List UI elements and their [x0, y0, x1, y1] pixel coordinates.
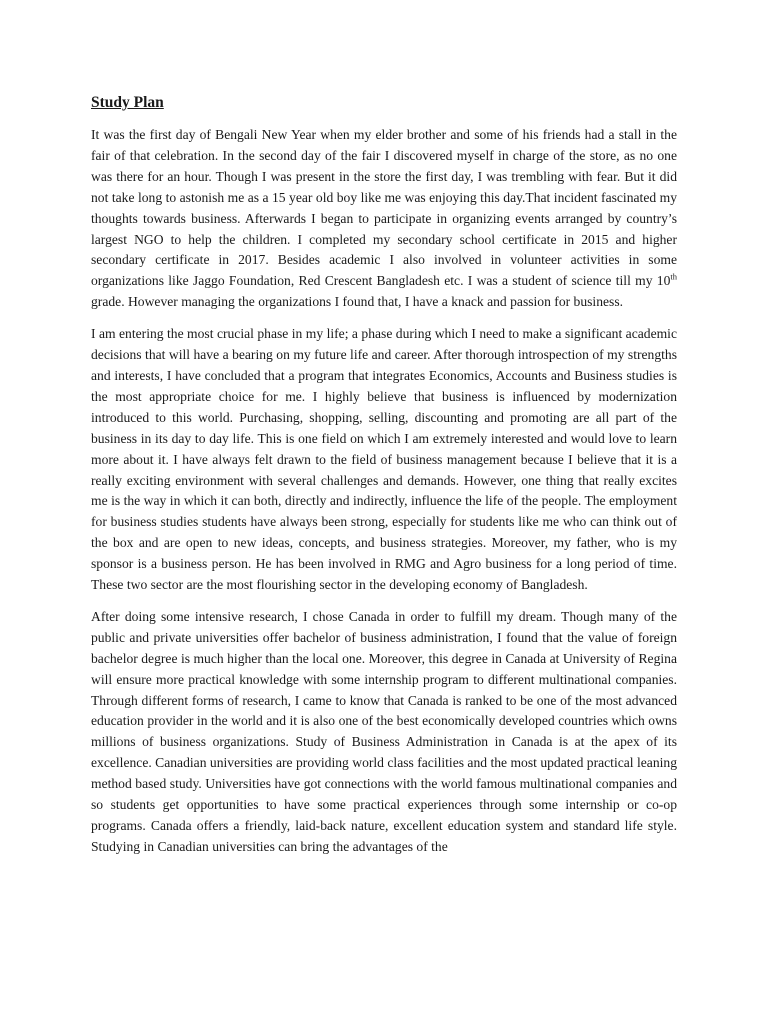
document-title: Study Plan: [91, 94, 164, 111]
paragraph-intro-text-end: grade. However managing the organizations I found that, I have a knack and passion for business.: [91, 294, 624, 310]
paragraph-intro-text: It was the first day of Bengali New Year when my elder brother and some of his friends had a stall in the fair of that celebration. In the second day of the fair I discovered myself in charge of the store, as no one was there for an hour. Though I was present in the store the first day, I was trembling with fear. But it did not take long to astonish me as a 15 year old boy like me was enjoying this day.That incident fascinated my thoughts towards business. Afterwards I began to participate in organizing events arranged by country’s largest NGO to help the children. I completed my secondary school certificate in 2015 and higher secondary certificate in 2017. Besides academic I also involved in volunteer activities in some organizations like Jaggo Foundation, Red Crescent Bangladesh etc. I was a student of science till my 10: [91, 127, 677, 289]
paragraph-motivation: I am entering the most crucial phase in my life; a phase during which I need to make a significant academic decisions that will have a bearing on my future life and career. After thorough introspection of my strengths and interests, I have concluded that a program that integrates Economics, Accounts and Business studies is the most appropriate choice for me. I highly believe that business is influenced by modernization introduced to this world. Purchasing, shopping, selling, discounting and promoting are all part of the business in its day to day life. This is one field on which I am extremely interested and would love to learn more about it. I have always felt drawn to the field of business management because I believe that it is a really exciting environment with several challenges and demands. However, one thing that really excites me is the way in which it can both, directly and indirectly, influence the life of the people. The employment for business studies students have always been strong, especially for students like me who can think out of the box and are open to new ideas, concepts, and business strategies. Moreover, my father, who is my sponsor is a business person. He has been involved in RMG and Agro business for a long period of time. These two sector are the most flourishing sector in the developing economy of Bangladesh.: [91, 326, 677, 593]
grade-superscript: th: [670, 271, 677, 282]
document-page: [91, 93, 677, 869]
paragraph-canada: After doing some intensive research, I chose Canada in order to fulfill my dream. Though many of the public and private universities offer bachelor of business administration, I found that the value of foreign bachelor degree is much higher than the local one. Moreover, this degree in Canada at University of Regina will ensure more practical knowledge with some internship program to different multinational companies. Through different forms of research, I came to know that Canada is ranked to be one of the most advanced education provider in the world and it is also one of the best economically developed countries which owns millions of business organizations. Study of Business Administration in Canada is at the apex of its excellence. Canadian universities are providing world class facilities and the most updated practical leaning method based study. Universities have got connections with the world famous multinational companies and so students get opportunities to have some practical experiences through some internship or co-op programs. Canada offers a friendly, laid-back nature, excellent education system and standard life style. Studying in Canadian universities can bring the advantages of the: [91, 608, 677, 854]
paragraph-intro: [91, 125, 677, 313]
